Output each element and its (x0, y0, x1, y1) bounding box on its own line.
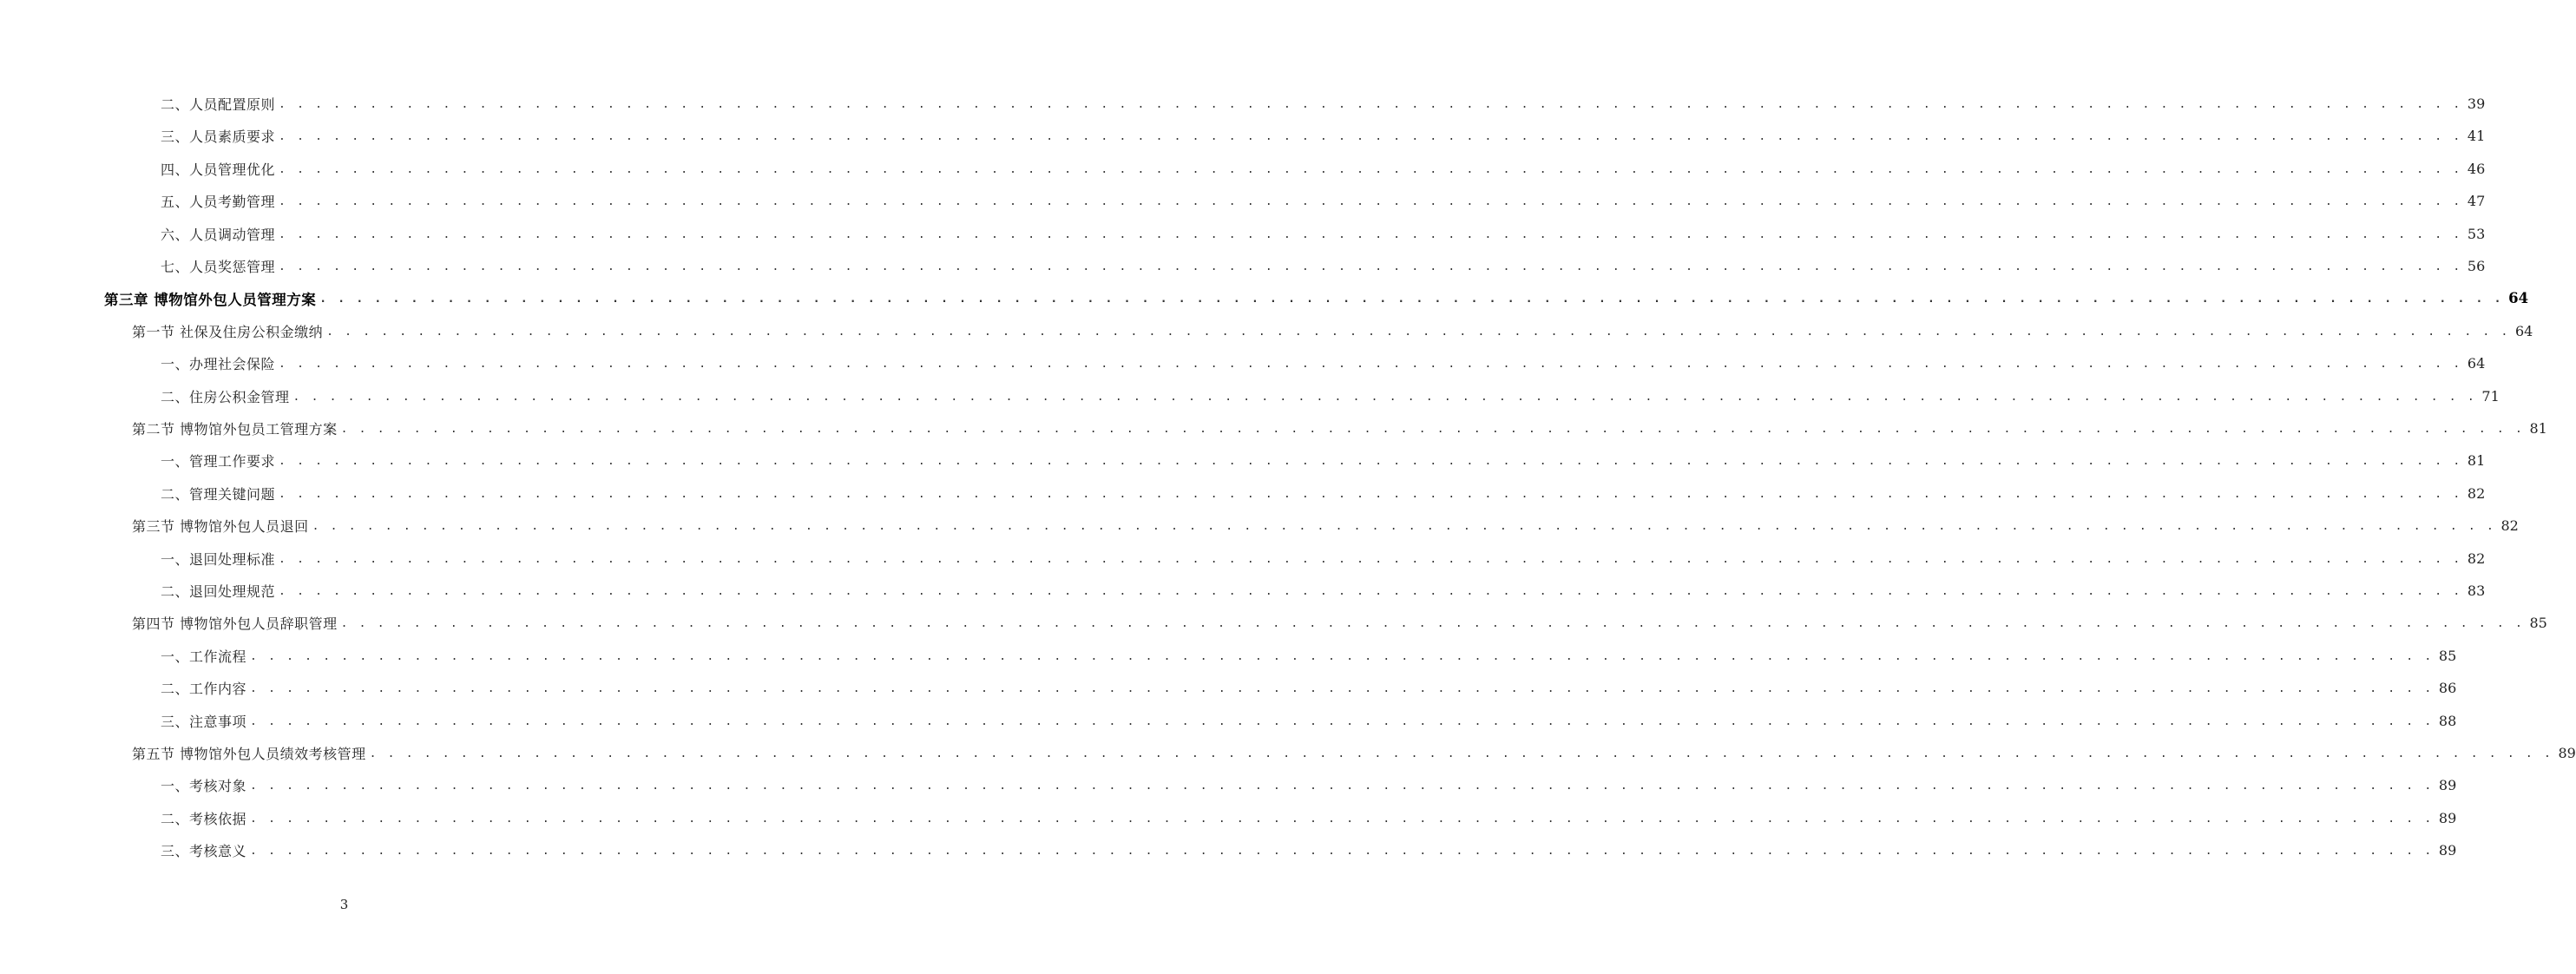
toc-section-entry[interactable] (132, 315, 2533, 347)
toc-entry-label: 二、住房公积金管理 (161, 388, 290, 405)
toc-entry-page-number: 89 (2438, 777, 2457, 794)
toc-dot-leader: . . . . . . . . . . . . . . . . . . . . . . . . . . . . . . . . . . . . . . . . . . . . . . . . . . . . . . . . . . . . . . . . . . . . . . . . . . . . . . . . . . . . . . . . . . . . . . . . . . . . . . . . . . . . . . . . . . . . . . . . (279, 130, 2462, 144)
toc-entry-label: 二、退回处理规范 (161, 583, 276, 600)
toc-section-entry[interactable] (132, 412, 2547, 444)
toc-dot-leader: . . . . . . . . . . . . . . . . . . . . . . . . . . . . . . . . . . . . . . . . . . . . . . . . . . . . . . . . . . . . . . . . . . . . . . . . . . . . . . . . . . . . . . . . . . . . . . . . . . . . . . . . . . . . . . . . . . . . . . . . (312, 520, 2496, 534)
toc-entry-page-number: 64 (2508, 290, 2529, 307)
toc-dot-leader: . . . . . . . . . . . . . . . . . . . . . . . . . . . . . . . . . . . . . . . . . . . . . . . . . . . . . . . . . . . . . . . . . . . . . . . . . . . . . . . . . . . . . . . . . . . . . . . . . . . . . . . . . . . . . . . . . . . . . . . . (279, 227, 2462, 241)
toc-entry-label: 四、人员管理优化 (161, 161, 276, 178)
toc-dot-leader: . . . . . . . . . . . . . . . . . . . . . . . . . . . . . . . . . . . . . . . . . . . . . . . . . . . . . . . . . . . . . . . . . . . . . . . . . . . . . . . . . . . . . . . . . . . . . . . . . . . . . . . . . . . . . . . . . . . . . . . . (250, 780, 2434, 793)
toc-entry-label: 一、退回处理标准 (161, 550, 276, 568)
toc-entry-page-number: 83 (2467, 582, 2486, 599)
toc-entry-label: 三、人员素质要求 (161, 128, 276, 146)
toc-subsection-entry[interactable] (161, 543, 2486, 575)
toc-dot-leader: . . . . . . . . . . . . . . . . . . . . . . . . . . . . . . . . . . . . . . . . . . . . . . . . . . . . . . . . . . . . . . . . . . . . . . . . . . . . . . . . . . . . . . . . . . . . . . . . . . . . . . . . . . . . . . . . . . . . . . . . (279, 98, 2462, 111)
toc-subsection-entry[interactable] (161, 88, 2486, 120)
toc-subsection-entry[interactable] (161, 477, 2486, 510)
toc-subsection-entry[interactable] (161, 575, 2486, 607)
toc-subsection-entry[interactable] (161, 705, 2457, 737)
toc-dot-leader: . . . . . . . . . . . . . . . . . . . . . . . . . . . . . . . . . . . . . . . . . . . . . . . . . . . . . . . . . . . . . . . . . . . . . . . . . . . . . . . . . . . . . . . . . . . . . . . . . . . . . . . . . . . . . . . . . . . . . . . . (250, 714, 2434, 728)
toc-entry-page-number: 89 (2558, 745, 2576, 761)
toc-entry-label: 二、考核依据 (161, 810, 247, 827)
page-number-footer: 3 (339, 897, 349, 912)
toc-dot-leader: . . . . . . . . . . . . . . . . . . . . . . . . . . . . . . . . . . . . . . . . . . . . . . . . . . . . . . . . . . . . . . . . . . . . . . . . . . . . . . . . . . . . . . . . . . . . . . . . . . . . . . . . . . . . . . . . . . . . . . . . (279, 195, 2462, 209)
toc-entry-label: 三、注意事项 (161, 713, 247, 730)
toc-entry-page-number: 82 (2500, 517, 2519, 535)
toc-entry-page-number: 71 (2481, 387, 2500, 405)
toc-section-entry[interactable] (132, 737, 2576, 769)
toc-entry-page-number: 86 (2438, 680, 2457, 697)
toc-subsection-entry[interactable] (161, 769, 2457, 801)
toc-entry-page-number: 56 (2467, 258, 2486, 274)
toc-entry-label: 五、人员考勤管理 (161, 194, 276, 211)
toc-dot-leader: . . . . . . . . . . . . . . . . . . . . . . . . . . . . . . . . . . . . . . . . . . . . . . . . . . . . . . . . . . . . . . . . . . . . . . . . . . . . . . . . . . . . . . . . . . . . . . . . . . . . . . . . . . . . . . . . . . . . . . . . (340, 617, 2525, 631)
toc-entry-label: 一、办理社会保险 (161, 356, 276, 373)
toc-entry-label: 第一节 社保及住房公积金缴纳 (132, 323, 324, 340)
toc-subsection-entry[interactable] (161, 380, 2500, 412)
toc-dot-leader: . . . . . . . . . . . . . . . . . . . . . . . . . . . . . . . . . . . . . . . . . . . . . . . . . . . . . . . . . . . . . . . . . . . . . . . . . . . . . . . . . . . . . . . . . . . . . . . . . . . . . . . . . . . . . . . . . . . . . . . . (279, 455, 2462, 469)
toc-entry-page-number: 64 (2514, 322, 2533, 339)
toc-subsection-entry[interactable] (161, 185, 2486, 217)
toc-entry-page-number: 89 (2438, 842, 2457, 859)
toc-entry-page-number: 88 (2438, 712, 2457, 729)
toc-dot-leader: . . . . . . . . . . . . . . . . . . . . . . . . . . . . . . . . . . . . . . . . . . . . . . . . . . . . . . . . . . . . . . . . . . . . . . . . . . . . . . . . . . . . . . . . . . . . . . . . . . . . . . . . . . . . . . . . . . . . . . . . (326, 325, 2510, 339)
toc-entry-label: 二、管理关键问题 (161, 485, 276, 503)
toc-entry-page-number: 53 (2467, 225, 2486, 242)
toc-dot-leader: . . . . . . . . . . . . . . . . . . . . . . . . . . . . . . . . . . . . . . . . . . . . . . . . . . . . . . . . . . . . . . . . . . . . . . . . . . . . . . . . . . . . . . . . . . . . . . . . . . . . . . . . . . . . . . . . . . . . . . . . (279, 585, 2462, 598)
toc-subsection-entry[interactable] (161, 672, 2457, 704)
toc-subsection-entry[interactable] (161, 834, 2457, 866)
toc-entry-page-number: 81 (2529, 420, 2547, 437)
toc-entry-label: 第二节 博物馆外包员工管理方案 (132, 421, 338, 438)
toc-dot-leader: . . . . . . . . . . . . . . . . . . . . . . . . . . . . . . . . . . . . . . . . . . . . . . . . . . . . . . . . . . . . . . . . . . . . . . . . . . . . . . . . . . . . . . . . . . . . . . . . . . . . . . . . . . . . . . . . . . . . . . . . (369, 747, 2553, 760)
toc-entry-page-number: 64 (2467, 355, 2486, 372)
toc-dot-leader: . . . . . . . . . . . . . . . . . . . . . . . . . . . . . . . . . . . . . . . . . . . . . . . . . . . . . . . . . . . . . . . . . . . . . . . . . . . . . . . . . . . . . . . . . . . . . . . . . . . . . . . . . . . . . . . . . . . . . . . . (250, 845, 2434, 859)
toc-entry-page-number: 81 (2467, 452, 2486, 470)
toc-entry-label: 一、考核对象 (161, 778, 247, 795)
toc-entry-page-number: 47 (2467, 193, 2486, 210)
toc-entry-label: 第三节 博物馆外包人员退回 (132, 518, 309, 536)
toc-entry-label: 第五节 博物馆外包人员绩效考核管理 (132, 746, 366, 762)
toc-dot-leader: . . . . . . . . . . . . . . . . . . . . . . . . . . . . . . . . . . . . . . . . . . . . . . . . . . . . . . . . . . . . . . . . . . . . . . . . . . . . . . . . . . . . . . . . . . . . . . . . . . . . . . . . . . . . . . . . . . . . . . . . (250, 682, 2434, 696)
toc-entry-page-number: 41 (2467, 128, 2486, 145)
toc-entry-page-number: 85 (2438, 647, 2457, 664)
toc-dot-leader: . . . . . . . . . . . . . . . . . . . . . . . . . . . . . . . . . . . . . . . . . . . . . . . . . . . . . . . . . . . . . . . . . . . . . . . . . . . . . . . . . . . . . . . . . . . . . . . . . . . . . . . . . . . . . . . . . . . . . . . . (340, 423, 2525, 436)
toc-entry-label: 二、工作内容 (161, 681, 247, 698)
toc-entry-label: 三、考核意义 (161, 843, 247, 860)
toc-section-entry[interactable] (132, 607, 2547, 639)
toc-entry-page-number: 85 (2529, 615, 2547, 632)
toc-entry-label: 六、人员调动管理 (161, 226, 276, 243)
toc-section-entry[interactable] (132, 510, 2519, 542)
toc-dot-leader: . . . . . . . . . . . . . . . . . . . . . . . . . . . . . . . . . . . . . . . . . . . . . . . . . . . . . . . . . . . . . . . . . . . . . . . . . . . . . . . . . . . . . . . . . . . . . . . . . . . . . . . . . . . . . . . . . . . . . . . . (292, 390, 2477, 404)
toc-dot-leader: . . . . . . . . . . . . . . . . . . . . . . . . . . . . . . . . . . . . . . . . . . . . . . . . . . . . . . . . . . . . . . . . . . . . . . . . . . . . . . . . . . . . . . . . . . . . . . . . . . . . . . . . . . . . . . . . . . . . . . . . (279, 358, 2462, 372)
toc-entry-page-number: 82 (2467, 484, 2486, 502)
toc-dot-leader: . . . . . . . . . . . . . . . . . . . . . . . . . . . . . . . . . . . . . . . . . . . . . . . . . . . . . . . . . . . . . . . . . . . . . . . . . . . . . . . . . . . . . . . . . . . . . . . . . . . . . . . . . . . . . . . . . . . . . . . . (279, 260, 2462, 273)
toc-subsection-entry[interactable] (161, 640, 2457, 672)
toc-entry-label: 第三章 博物馆外包人员管理方案 (104, 291, 317, 308)
toc-entry-label: 一、工作流程 (161, 648, 247, 665)
toc-dot-leader: . . . . . . . . . . . . . . . . . . . . . . . . . . . . . . . . . . . . . . . . . . . . . . . . . . . . . . . . . . . . . . . . . . . . . . . . . . . . . . . . . . . . . . . . . . . . . . . . . . . . . . . . . . . . . . . . . . . . . . . . (279, 162, 2462, 176)
toc-entry-page-number: 89 (2438, 809, 2457, 826)
toc-dot-leader: . . . . . . . . . . . . . . . . . . . . . . . . . . . . . . . . . . . . . . . . . . . . . . . . . . . . . . . . . . . . . . . . . . . . . . . . . . . . . . . . . . . . . . . . . . . . . . . . . . . . . . . . . . . . . . . . . . . . . . . . (250, 649, 2434, 663)
toc-subsection-entry[interactable] (161, 802, 2457, 834)
toc-subsection-entry[interactable] (161, 120, 2486, 152)
toc-chapter-entry[interactable] (104, 282, 2529, 314)
toc-dot-leader: . . . . . . . . . . . . . . . . . . . . . . . . . . . . . . . . . . . . . . . . . . . . . . . . . . . . . . . . . . . . . . . . . . . . . . . . . . . . . . . . . . . . . . . . . . . . . . . . . . . . . . . . . . . . . . . . . . . . . . . . (279, 487, 2462, 501)
toc-entry-page-number: 82 (2467, 550, 2486, 567)
toc-subsection-entry[interactable] (161, 444, 2486, 477)
toc-subsection-entry[interactable] (161, 250, 2486, 282)
toc-subsection-entry[interactable] (161, 218, 2486, 250)
toc-entry-label: 七、人员奖惩管理 (161, 259, 276, 275)
toc-entry-page-number: 46 (2467, 160, 2486, 177)
toc-subsection-entry[interactable] (161, 153, 2486, 185)
toc-entry-label: 二、人员配置原则 (161, 96, 276, 113)
toc-entry-page-number: 39 (2467, 95, 2486, 112)
toc-dot-leader: . . . . . . . . . . . . . . . . . . . . . . . . . . . . . . . . . . . . . . . . . . . . . . . . . . . . . . . . . . . . . . . . . . . . . . . . . . . . . . . . . . . . . . . . . . . . . . . . . . . . . . . . . . . . . . . . . . . . . . . . (250, 812, 2434, 826)
toc-dot-leader: . . . . . . . . . . . . . . . . . . . . . . . . . . . . . . . . . . . . . . . . . . . . . . . . . . . . . . . . . . . . . . . . . . . . . . . . . . . . . . . . . . . . . . . . . . . . . . . . . . . . . . . . . . . . . . . . . . . . . . . . (279, 552, 2462, 566)
toc-entry-label: 第四节 博物馆外包人员辞职管理 (132, 615, 338, 633)
toc-entry-label: 一、管理工作要求 (161, 453, 276, 471)
toc-dot-leader: . . . . . . . . . . . . . . . . . . . . . . . . . . . . . . . . . . . . . . . . . . . . . . . . . . . . . . . . . . . . . . . . . . . . . . . . . . . . . . . . . . . . . . . . . . . . . . . . . . . . . . . . . . . . . . . . . . . . . . . . (319, 293, 2504, 306)
toc-subsection-entry[interactable] (161, 347, 2486, 379)
